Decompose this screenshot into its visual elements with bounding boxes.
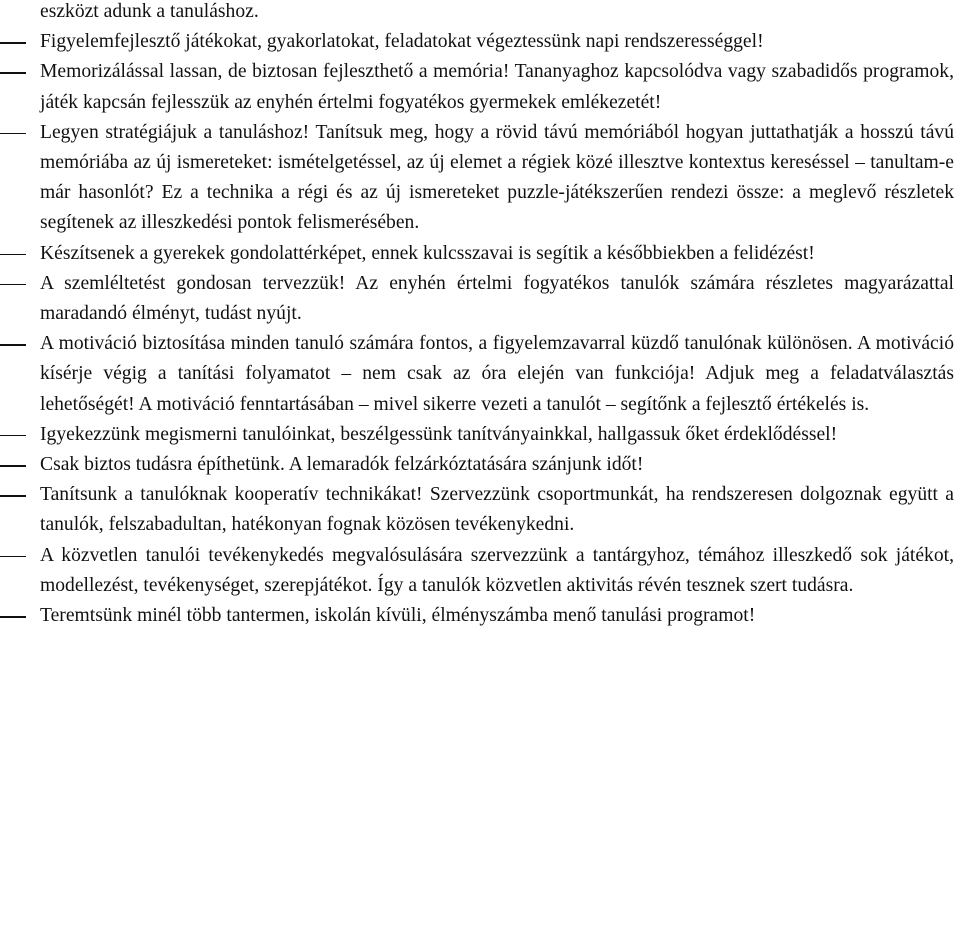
- list-item: [0, 27, 954, 57]
- list-item: [0, 450, 954, 480]
- list-item: [0, 329, 954, 420]
- dash-bullet-icon: [0, 254, 26, 256]
- dash-bullet-icon: [0, 284, 26, 286]
- list-item: [0, 239, 954, 269]
- list-item-text: Igyekezzünk megismerni tanulóinkat, beszélgessünk tanítványainkkal, hallgassuk őket érdeklődéssel!: [40, 423, 838, 445]
- list-item-text: A motiváció biztosítása minden tanuló számára fontos, a figyelemzavarral küzdő tanulónak különösen. A motiváció kísérje végig a tanítási folyamatot – nem csak az óra elején van funkciója! Adjuk meg a feladatválasztás lehetőségét! A motiváció fenntartásában – mivel sikerre vezeti a tanulót – segítőnk a fejlesztő értékelés is.: [40, 333, 954, 415]
- lead-text-fragment: eszközt adunk a tanuláshoz.: [40, 1, 259, 22]
- list-item-text: A közvetlen tanulói tevékenykedés megvalósulására szervezzünk a tantárgyhoz, témához illeszkedő sok játékot, modellezést, tevékenységet, szerepjátékot. Így a tanulók közvetlen aktivitás révén tesznek szert tudásra.: [40, 544, 954, 596]
- dash-bullet-icon: [0, 556, 26, 558]
- dash-bullet-icon: [0, 133, 26, 135]
- recommendation-list: [0, 27, 954, 631]
- dash-bullet-icon: [0, 72, 26, 74]
- list-item: [0, 480, 954, 540]
- list-item: [0, 420, 954, 450]
- dash-bullet-icon: [0, 344, 26, 346]
- list-item: [0, 118, 954, 239]
- list-item: [0, 601, 954, 631]
- dash-bullet-icon: [0, 435, 26, 437]
- list-item-text: Legyen stratégiájuk a tanuláshoz! Tanítsuk meg, hogy a rövid távú memóriából hogyan juttathatják a hosszú távú memóriába az új ismereteket: ismételgetéssel, az új elemet a régiek közé illesztve kontextus kereséssel – tanultam-e már hasonlót? Ez a technika a régi és az új ismereteket puzzle-játékszerűen rendezi össze: a meglevő részletek segítenek az illeszkedési pontok felismerésében.: [40, 121, 954, 234]
- dash-bullet-icon: [0, 616, 26, 618]
- list-item-text: Memorizálással lassan, de biztosan fejleszthető a memória! Tananyaghoz kapcsolódva vagy szabadidős programok, játék kapcsán fejlesszük az enyhén értelmi fogyatékos gyermekek emlékezetét!: [40, 61, 954, 113]
- dash-bullet-icon: [0, 42, 26, 44]
- list-item-text: Tanítsunk a tanulóknak kooperatív technikákat! Szervezzünk csoportmunkát, ha rendszeresen dolgoznak együtt a tanulók, felszabadultan, hatékonyan fognak közösen tevékenykedni.: [40, 484, 954, 536]
- list-item-text: A szemléltetést gondosan tervezzük! Az enyhén értelmi fogyatékos tanulók számára részletes magyarázattal maradandó élményt, tudást nyújt.: [40, 272, 954, 325]
- list-item-text: Figyelemfejlesztő játékokat, gyakorlatokat, feladatokat végeztessünk napi rendszerességgel!: [40, 31, 764, 53]
- list-item: [0, 57, 954, 117]
- dash-bullet-icon: [0, 465, 26, 467]
- list-item-text: Csak biztos tudásra építhetünk. A lemaradók felzárkóztatására szánjunk időt!: [40, 454, 644, 476]
- dash-bullet-icon: [0, 495, 26, 497]
- list-item-text: Készítsenek a gyerekek gondolattérképet, ennek kulcsszavai is segítik a későbbiekben a felidézést!: [40, 242, 815, 264]
- list-item: [0, 541, 954, 601]
- list-item-text: Teremtsünk minél több tantermen, iskolán kívüli, élményszámba menő tanulási programot!: [40, 605, 756, 627]
- list-item: [0, 269, 954, 329]
